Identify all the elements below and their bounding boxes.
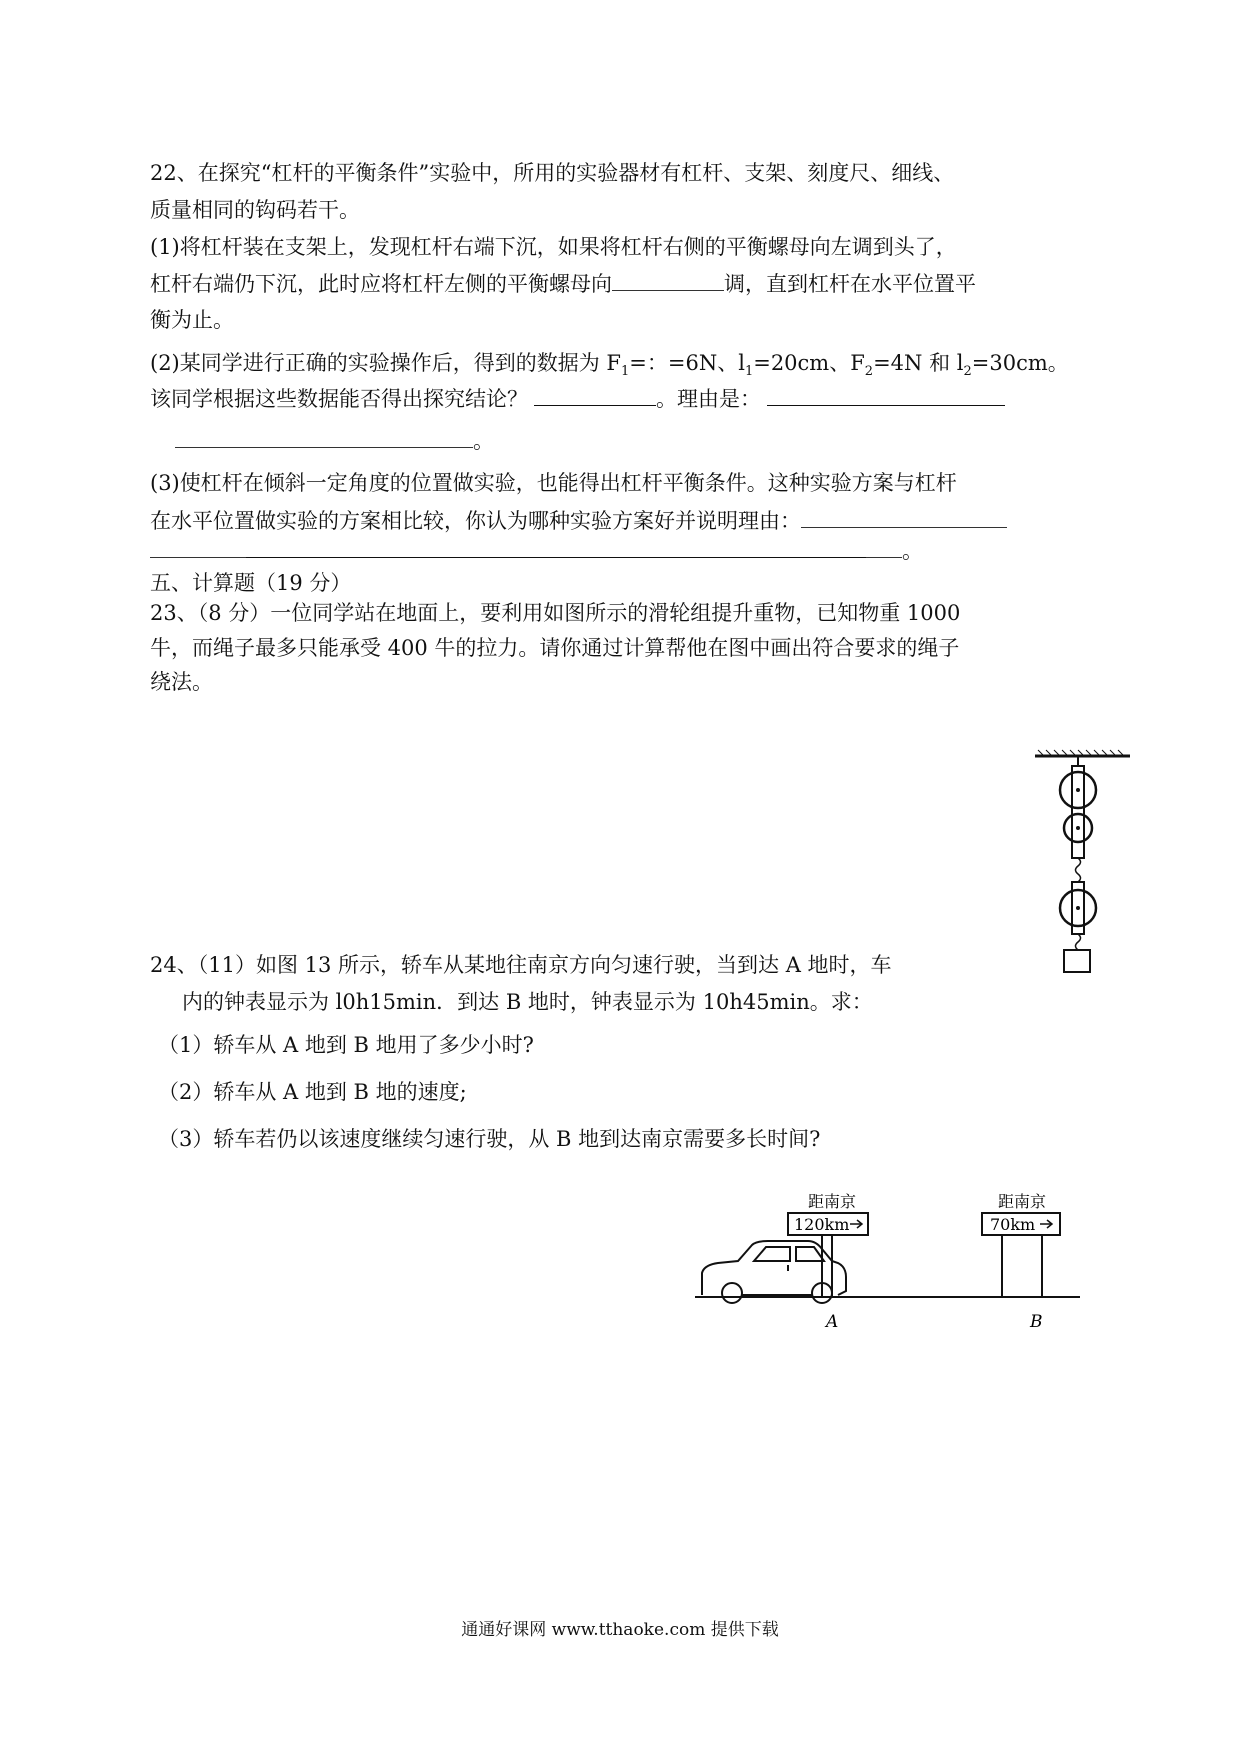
q22-title-line1: 22、在探究“杠杆的平衡条件”实验中，所用的实验器材有杠杆、支架、刻度尺、细线、: [150, 161, 955, 185]
q22-title-line2: 质量相同的钩码若干。: [150, 198, 360, 222]
q24-sub3: （3）轿车若仍以该速度继续匀速行驶，从 B 地到达南京需要多长时间?: [158, 1127, 821, 1151]
q22-blank-conclusion: [534, 383, 656, 406]
q22-blank-direction: [612, 268, 724, 291]
q22-part2-line2: 该同学根据这些数据能否得出探究结论？ 。理由是：: [150, 383, 1005, 414]
q22-part3-line3: 。: [150, 535, 923, 566]
q22-part1-line2: 杠杆右端仍下沉，此时应将杠杆左侧的平衡螺母向 调，直到杠杆在水平位置平: [150, 268, 976, 299]
sign-b-value: 70km: [990, 1215, 1036, 1234]
sign-a-value: 120km: [794, 1215, 850, 1234]
q22-part3-line1: (3)使杠杆在倾斜一定角度的位置做实验，也能得出杠杆平衡条件。这种实验方案与杠杆: [150, 471, 957, 495]
arrow-right-icon: [1040, 1220, 1052, 1228]
car-icon: [702, 1241, 846, 1303]
location-a-label: A: [826, 1312, 839, 1332]
car-road-sign-figure: [690, 1185, 1090, 1335]
q22-part2-line3: 。: [175, 425, 494, 456]
q22-part3-line2: 在水平位置做实验的方案相比较，你认为哪种实验方案好并说明理由：: [150, 505, 1007, 536]
location-b-label: B: [1030, 1312, 1043, 1332]
pulley-system-figure: [1030, 748, 1140, 978]
q22-blank-scheme: [801, 505, 1007, 528]
q22-part1-line3: 衡为止。: [150, 308, 234, 332]
arrow-right-icon: [850, 1220, 862, 1228]
q24-line2: 内的钟表显示为 l0h15min．到达 B 地时，钟表显示为 10h45min。求：: [182, 990, 873, 1014]
sign-b-title: 距南京: [998, 1192, 1047, 1211]
q24-line1: 24、（11）如图 13 所示，轿车从某地往南京方向匀速行驶，当到达 A 地时，车: [150, 953, 892, 977]
q22-blank-scheme-cont: [246, 535, 866, 558]
q22-part1-line1: (1)将杠杆装在支架上，发现杠杆右端下沉，如果将杠杆右侧的平衡螺母向左调到头了，: [150, 235, 957, 259]
q23-line1: 23、（8 分）一位同学站在地面上，要利用如图所示的滑轮组提升重物，已知物重 1000: [150, 601, 961, 625]
footer-download-note: 通通好课网 www.tthaoke.com 提供下载: [461, 1620, 779, 1640]
section-heading-calculation: 五、计算题（19 分）: [150, 571, 352, 595]
q23-line2: 牛，而绳子最多只能承受 400 牛的拉力。请你通过计算帮他在图中画出符合要求的绳子: [150, 636, 960, 660]
q24-sub2: （2）轿车从 A 地到 B 地的速度;: [158, 1080, 467, 1104]
q24-sub1: （1）轿车从 A 地到 B 地用了多少小时?: [158, 1033, 534, 1057]
q22-blank-reason: [767, 383, 1005, 406]
q23-line3: 绕法。: [150, 670, 213, 694]
q22-blank-reason-cont: [175, 425, 473, 448]
sign-a-title: 距南京: [808, 1192, 857, 1211]
q22-part2-line1: (2)某同学进行正确的实验操作后，得到的数据为 $F_1=$：=6N、$l_1=20cm$、$F_2=4N$ 和 $l_2=30cm$。: [150, 351, 1069, 380]
